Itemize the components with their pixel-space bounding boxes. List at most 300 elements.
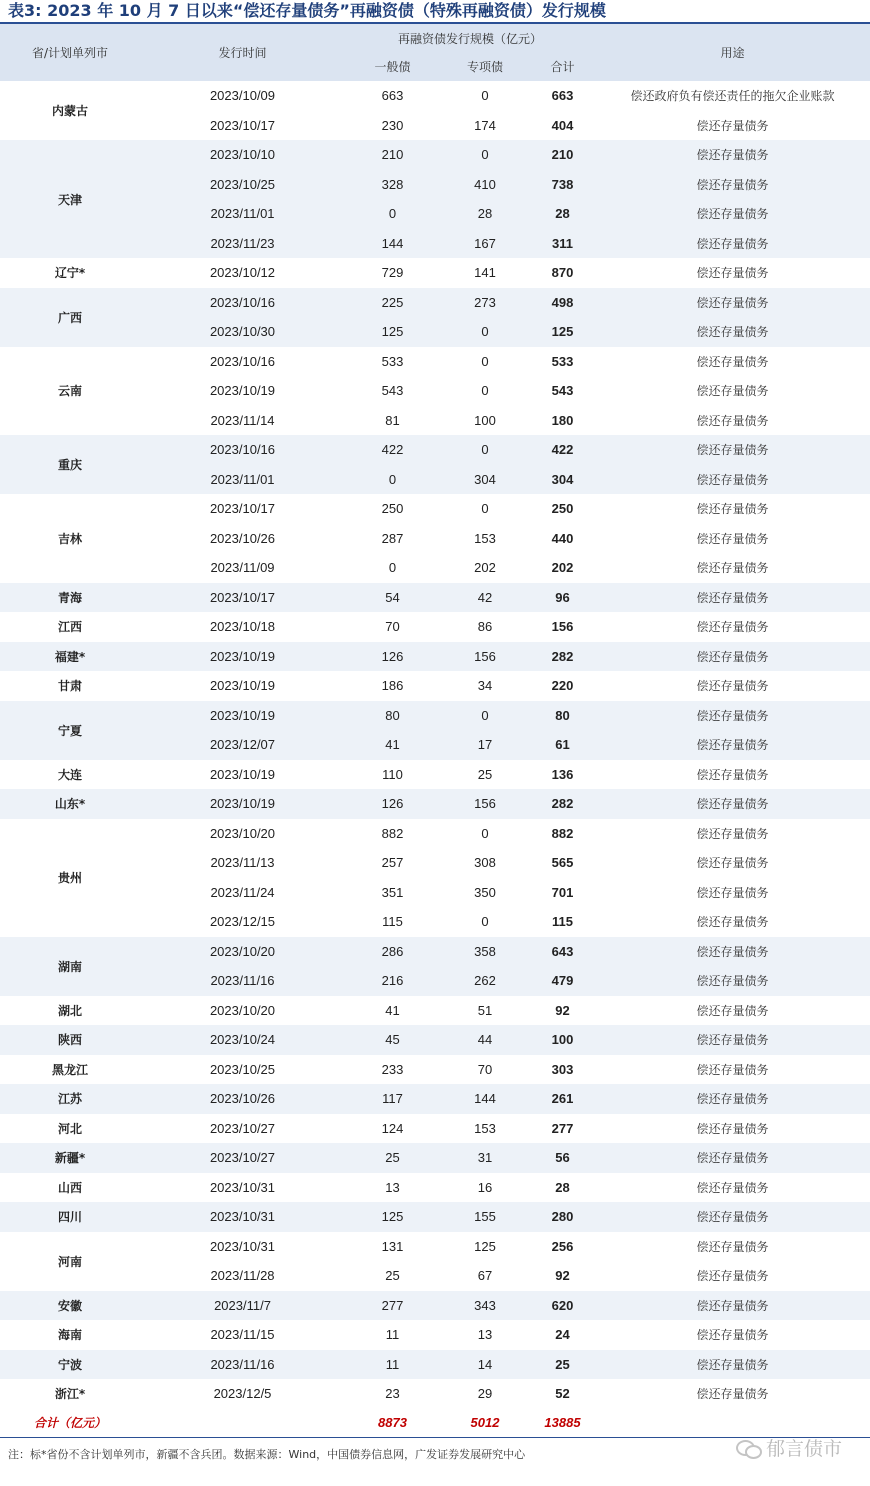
table-row [0, 1320, 870, 1350]
header-use: 用途 [595, 24, 870, 81]
use-cell: 偿还存量债务 [595, 642, 870, 672]
use-cell: 偿还存量债务 [595, 288, 870, 318]
province-cell: 青海 [0, 583, 140, 613]
date-cell: 2023/11/16 [140, 966, 345, 996]
general-cell: 81 [385, 412, 400, 428]
special-cell: 0 [481, 914, 489, 930]
use-cell: 偿还存量债务 [595, 465, 870, 495]
general-cell: 13 [385, 1179, 400, 1195]
special-cell: 42 [440, 583, 530, 613]
special-cell: 34 [477, 678, 493, 694]
table-row [0, 81, 870, 111]
province-cell: 广西 [0, 288, 140, 347]
total-cell: 56 [530, 1143, 595, 1173]
special-cell: 153 [474, 530, 496, 546]
general-cell: 230 [381, 117, 404, 133]
use-cell: 偿还存量债务 [696, 679, 769, 694]
general-cell: 126 [345, 642, 440, 672]
use-cell: 偿还存量债务 [595, 937, 870, 967]
general-cell: 70 [385, 619, 400, 635]
table-row [0, 642, 870, 672]
header-province: 省/计划单列市 [0, 24, 140, 81]
general-cell: 0 [388, 560, 397, 576]
special-cell: 0 [481, 88, 489, 104]
special-cell: 29 [477, 1386, 493, 1402]
general-cell: 41 [345, 730, 440, 760]
table-row [0, 1084, 870, 1114]
total-cell: 220 [551, 678, 574, 694]
use-cell: 偿还存量债务 [696, 1328, 769, 1343]
date-cell: 2023/10/19 [140, 701, 345, 731]
general-cell: 0 [345, 199, 440, 229]
total-cell: 701 [551, 884, 574, 900]
table-row [0, 347, 870, 377]
province-cell: 天津 [0, 140, 140, 258]
special-cell: 167 [440, 229, 530, 259]
province-cell: 贵州 [57, 871, 82, 885]
table-row [0, 1232, 870, 1262]
use-cell: 偿还存量债务 [696, 1239, 769, 1254]
general-cell: 41 [385, 1002, 400, 1018]
general-cell: 54 [345, 583, 440, 613]
summary-total: 13885 [544, 1415, 581, 1430]
province-cell: 浙江* [54, 1387, 86, 1402]
province-cell: 山东* [0, 789, 140, 819]
province-cell: 陕西 [0, 1025, 140, 1055]
use-cell: 偿还存量债务 [696, 856, 769, 871]
date-cell: 2023/11/01 [140, 465, 345, 495]
date-cell: 2023/10/20 [140, 937, 345, 967]
general-cell: 144 [345, 229, 440, 259]
date-cell: 2023/10/19 [209, 766, 276, 782]
date-cell: 2023/10/17 [209, 501, 276, 517]
special-cell: 125 [474, 1238, 496, 1254]
special-cell: 0 [440, 701, 530, 731]
general-cell: 25 [385, 1268, 400, 1284]
total-cell: 498 [530, 288, 595, 318]
general-cell: 11 [385, 1327, 400, 1343]
total-cell: 882 [551, 825, 574, 841]
table-row [0, 937, 870, 967]
use-cell: 偿还存量债务 [595, 1084, 870, 1114]
total-cell: 277 [551, 1120, 574, 1136]
general-cell: 45 [345, 1025, 440, 1055]
use-cell: 偿还存量债务 [696, 354, 769, 369]
use-cell: 偿还存量债务 [595, 140, 870, 170]
use-cell: 偿还存量债务 [696, 413, 769, 428]
province-cell: 湖北 [57, 1003, 82, 1018]
date-cell: 2023/11/14 [210, 412, 275, 428]
use-cell: 偿还存量债务 [595, 170, 870, 200]
date-cell: 2023/10/19 [209, 383, 276, 399]
special-cell: 28 [440, 199, 530, 229]
date-cell: 2023/10/17 [140, 583, 345, 613]
special-cell: 273 [440, 288, 530, 318]
special-cell: 262 [440, 966, 530, 996]
use-cell: 偿还存量债务 [595, 229, 870, 259]
special-cell: 410 [440, 170, 530, 200]
date-cell: 2023/10/20 [209, 825, 276, 841]
date-cell: 2023/11/24 [210, 884, 275, 900]
use-cell: 偿还存量债务 [595, 1143, 870, 1173]
general-cell: 257 [381, 855, 404, 871]
province-cell: 福建* [0, 642, 140, 672]
special-cell: 100 [474, 412, 496, 428]
use-cell: 偿还存量债务 [595, 199, 870, 229]
total-cell: 280 [530, 1202, 595, 1232]
wechat-icon [736, 1438, 760, 1458]
special-cell: 86 [477, 619, 493, 635]
date-cell: 2023/10/31 [140, 1202, 345, 1232]
general-cell: 287 [381, 530, 404, 546]
special-cell: 13 [477, 1327, 493, 1343]
use-cell: 偿还存量债务 [595, 701, 870, 731]
general-cell: 110 [382, 766, 403, 782]
total-cell: 25 [530, 1350, 595, 1380]
special-cell: 16 [477, 1179, 493, 1195]
table-row [0, 1055, 870, 1085]
date-cell: 2023/11/28 [210, 1268, 275, 1284]
summary-use-empty [595, 1409, 870, 1437]
total-cell: 533 [551, 353, 574, 369]
date-cell: 2023/10/27 [140, 1143, 345, 1173]
general-cell: 0 [345, 465, 440, 495]
date-cell: 2023/10/16 [209, 353, 276, 369]
table-row [0, 996, 870, 1026]
use-cell: 偿还存量债务 [696, 885, 769, 900]
total-cell: 180 [551, 412, 574, 428]
use-cell: 偿还存量债务 [696, 118, 769, 133]
general-cell: 125 [345, 317, 440, 347]
total-cell: 256 [551, 1238, 574, 1254]
general-cell: 210 [345, 140, 440, 170]
table-row [0, 494, 870, 524]
table-body [0, 81, 870, 1409]
total-cell: 156 [551, 619, 574, 635]
table-row [0, 701, 870, 731]
date-cell: 2023/10/17 [209, 117, 276, 133]
table-row [0, 288, 870, 318]
date-cell: 2023/10/31 [209, 1179, 276, 1195]
date-cell: 2023/10/30 [140, 317, 345, 347]
use-cell: 偿还存量债务 [595, 789, 870, 819]
date-cell: 2023/12/15 [209, 914, 276, 930]
table-title: 表3: 2023 年 10 月 7 日以来“偿还存量债务”再融资债（特殊再融资债）发行规模 [8, 1, 606, 20]
use-cell: 偿还存量债务 [595, 583, 870, 613]
general-cell: 115 [382, 914, 403, 930]
total-cell: 202 [551, 560, 574, 576]
table-row [0, 789, 870, 819]
date-cell: 2023/12/5 [213, 1386, 272, 1402]
general-cell: 131 [381, 1238, 404, 1254]
table-row [0, 1291, 870, 1321]
date-cell: 2023/11/23 [140, 229, 345, 259]
total-cell: 125 [530, 317, 595, 347]
table-row [0, 1350, 870, 1380]
watermark [736, 1434, 842, 1461]
date-cell: 2023/10/16 [140, 435, 345, 465]
summary-row [0, 1409, 870, 1437]
province-cell: 四川 [0, 1202, 140, 1232]
date-cell: 2023/10/19 [140, 642, 345, 672]
summary-special: 5012 [470, 1415, 500, 1430]
date-cell: 2023/10/25 [140, 170, 345, 200]
special-cell: 51 [477, 1002, 493, 1018]
table-row [0, 1025, 870, 1055]
total-cell: 643 [530, 937, 595, 967]
special-cell: 144 [440, 1084, 530, 1114]
special-cell: 70 [477, 1061, 493, 1077]
general-cell: 286 [345, 937, 440, 967]
province-cell: 宁波 [0, 1350, 140, 1380]
table-header [0, 24, 870, 81]
total-cell: 261 [530, 1084, 595, 1114]
source-note: 注：标*省份不含计划单列市，新疆不含兵团。数据来源：Wind，中国债券信息网，广发证券发展研究中心 [8, 1448, 526, 1461]
special-cell: 0 [481, 383, 489, 399]
special-cell: 0 [440, 140, 530, 170]
date-cell: 2023/11/09 [210, 560, 275, 576]
special-cell: 156 [440, 642, 530, 672]
province-cell: 新疆* [0, 1143, 140, 1173]
table-row [0, 258, 870, 288]
province-cell: 吉林 [57, 531, 82, 546]
use-cell: 偿还存量债务 [595, 317, 870, 347]
use-cell: 偿还存量债务 [595, 1291, 870, 1321]
use-cell: 偿还存量债务 [696, 1180, 769, 1195]
use-cell: 偿还存量债务 [696, 1003, 769, 1018]
header-total: 合计 [530, 52, 595, 81]
use-cell: 偿还政府负有偿还责任的拖欠企业账款 [630, 89, 835, 104]
province-cell: 云南 [57, 384, 82, 399]
general-cell: 328 [345, 170, 440, 200]
total-cell: 479 [530, 966, 595, 996]
province-cell: 黑龙江 [51, 1062, 88, 1077]
special-cell: 141 [474, 265, 496, 281]
special-cell: 14 [440, 1350, 530, 1380]
total-cell: 210 [530, 140, 595, 170]
date-cell: 2023/10/12 [209, 265, 276, 281]
date-cell: 2023/12/07 [140, 730, 345, 760]
date-cell: 2023/11/16 [140, 1350, 345, 1380]
special-cell: 17 [440, 730, 530, 760]
special-cell: 156 [440, 789, 530, 819]
use-cell: 偿还存量债务 [595, 435, 870, 465]
use-cell: 偿还存量债务 [696, 915, 769, 930]
summary-empty [140, 1409, 345, 1437]
province-cell: 大连 [57, 767, 82, 782]
special-cell: 153 [474, 1120, 496, 1136]
special-cell: 25 [477, 766, 493, 782]
header-general: 一般债 [345, 52, 440, 81]
header-scale: 再融资债发行规模（亿元） [345, 24, 595, 52]
total-cell: 282 [530, 789, 595, 819]
special-cell: 155 [440, 1202, 530, 1232]
summary-general: 8873 [378, 1415, 407, 1430]
table-row [0, 140, 870, 170]
general-cell: 533 [381, 353, 404, 369]
general-cell: 422 [345, 435, 440, 465]
date-cell: 2023/11/01 [140, 199, 345, 229]
total-cell: 404 [551, 117, 574, 133]
special-cell: 343 [440, 1291, 530, 1321]
general-cell: 125 [345, 1202, 440, 1232]
date-cell: 2023/11/15 [210, 1327, 275, 1343]
table-row [0, 819, 870, 849]
total-cell: 92 [555, 1268, 570, 1284]
special-cell: 202 [474, 560, 496, 576]
date-cell: 2023/11/13 [210, 855, 275, 871]
province-cell: 安徽 [0, 1291, 140, 1321]
total-cell: 28 [530, 199, 595, 229]
total-cell: 565 [551, 855, 574, 871]
header-date: 发行时间 [140, 24, 345, 81]
special-cell: 31 [440, 1143, 530, 1173]
general-cell: 543 [381, 383, 404, 399]
special-cell: 0 [440, 317, 530, 347]
date-cell: 2023/10/16 [140, 288, 345, 318]
general-cell: 729 [381, 265, 404, 281]
total-cell: 282 [530, 642, 595, 672]
total-cell: 738 [530, 170, 595, 200]
special-cell: 44 [440, 1025, 530, 1055]
total-cell: 303 [551, 1061, 574, 1077]
province-cell: 河北 [57, 1121, 82, 1136]
table-row [0, 435, 870, 465]
date-cell: 2023/10/20 [209, 1002, 276, 1018]
date-cell: 2023/10/26 [209, 530, 276, 546]
use-cell: 偿还存量债务 [595, 1350, 870, 1380]
table-row [0, 583, 870, 613]
table-row [0, 1173, 870, 1203]
date-cell: 2023/10/31 [209, 1238, 276, 1254]
total-cell: 52 [555, 1386, 570, 1402]
date-cell: 2023/11/7 [140, 1291, 345, 1321]
total-cell: 304 [530, 465, 595, 495]
total-cell: 115 [552, 914, 573, 930]
special-cell: 0 [481, 825, 489, 841]
total-cell: 80 [530, 701, 595, 731]
province-cell: 湖南 [0, 937, 140, 996]
use-cell: 偿还存量债务 [696, 1269, 769, 1284]
refinancing-bond-table [0, 24, 870, 1437]
general-cell: 250 [381, 501, 404, 517]
header-special: 专项债 [440, 52, 530, 81]
general-cell: 216 [345, 966, 440, 996]
province-cell: 宁夏 [0, 701, 140, 760]
special-cell: 358 [440, 937, 530, 967]
table-row [0, 1114, 870, 1144]
date-cell: 2023/10/10 [140, 140, 345, 170]
date-cell: 2023/10/09 [209, 88, 276, 104]
total-cell: 136 [551, 766, 574, 782]
use-cell: 偿还存量债务 [595, 730, 870, 760]
general-cell: 11 [345, 1350, 440, 1380]
date-cell: 2023/10/27 [209, 1120, 276, 1136]
general-cell: 117 [345, 1084, 440, 1114]
special-cell: 174 [474, 117, 496, 133]
date-cell: 2023/10/19 [209, 678, 276, 694]
date-cell: 2023/10/18 [209, 619, 276, 635]
use-cell: 偿还存量债务 [696, 1121, 769, 1136]
general-cell: 277 [345, 1291, 440, 1321]
general-cell: 80 [345, 701, 440, 731]
use-cell: 偿还存量债务 [696, 561, 769, 576]
special-cell: 308 [474, 855, 496, 871]
general-cell: 23 [385, 1386, 400, 1402]
province-cell: 江苏 [0, 1084, 140, 1114]
table-row [0, 1379, 870, 1409]
total-cell: 440 [551, 530, 574, 546]
general-cell: 225 [345, 288, 440, 318]
use-cell: 偿还存量债务 [696, 620, 769, 635]
date-cell: 2023/10/24 [140, 1025, 345, 1055]
total-cell: 620 [530, 1291, 595, 1321]
province-cell: 山西 [57, 1180, 82, 1195]
special-cell: 0 [481, 501, 489, 517]
use-cell: 偿还存量债务 [595, 966, 870, 996]
use-cell: 偿还存量债务 [696, 1062, 769, 1077]
total-cell: 96 [530, 583, 595, 613]
table-row [0, 1143, 870, 1173]
use-cell: 偿还存量债务 [696, 1387, 769, 1402]
watermark-text: 郁言债市 [765, 1438, 842, 1460]
use-cell: 偿还存量债务 [696, 767, 769, 782]
general-cell: 233 [381, 1061, 404, 1077]
general-cell: 351 [381, 884, 404, 900]
province-cell: 重庆 [0, 435, 140, 494]
date-cell: 2023/10/19 [140, 789, 345, 819]
use-cell: 偿还存量债务 [696, 502, 769, 517]
total-cell: 870 [551, 265, 574, 281]
total-cell: 422 [530, 435, 595, 465]
summary-label: 合计（亿元） [33, 1416, 106, 1430]
general-cell: 882 [381, 825, 404, 841]
province-cell: 海南 [57, 1328, 82, 1343]
province-cell: 甘肃 [57, 679, 82, 694]
total-cell: 100 [530, 1025, 595, 1055]
use-cell: 偿还存量债务 [696, 384, 769, 399]
general-cell: 663 [381, 88, 404, 104]
general-cell: 124 [381, 1120, 404, 1136]
total-cell: 61 [530, 730, 595, 760]
general-cell: 126 [345, 789, 440, 819]
special-cell: 304 [440, 465, 530, 495]
use-cell: 偿还存量债务 [595, 1025, 870, 1055]
use-cell: 偿还存量债务 [595, 1202, 870, 1232]
total-cell: 311 [530, 229, 595, 259]
total-cell: 92 [555, 1002, 570, 1018]
use-cell: 偿还存量债务 [696, 531, 769, 546]
table-row [0, 671, 870, 701]
total-cell: 24 [555, 1327, 570, 1343]
total-cell: 28 [555, 1179, 570, 1195]
province-cell: 辽宁* [54, 266, 86, 281]
general-cell: 25 [345, 1143, 440, 1173]
table-row [0, 1202, 870, 1232]
general-cell: 186 [381, 678, 404, 694]
use-cell: 偿还存量债务 [696, 826, 769, 841]
use-cell: 偿还存量债务 [696, 266, 769, 281]
date-cell: 2023/10/25 [209, 1061, 276, 1077]
special-cell: 67 [477, 1268, 493, 1284]
date-cell: 2023/10/26 [140, 1084, 345, 1114]
special-cell: 0 [440, 435, 530, 465]
table-row [0, 760, 870, 790]
special-cell: 0 [481, 353, 489, 369]
total-cell: 543 [551, 383, 574, 399]
table-row [0, 612, 870, 642]
province-cell: 内蒙古 [51, 104, 88, 118]
